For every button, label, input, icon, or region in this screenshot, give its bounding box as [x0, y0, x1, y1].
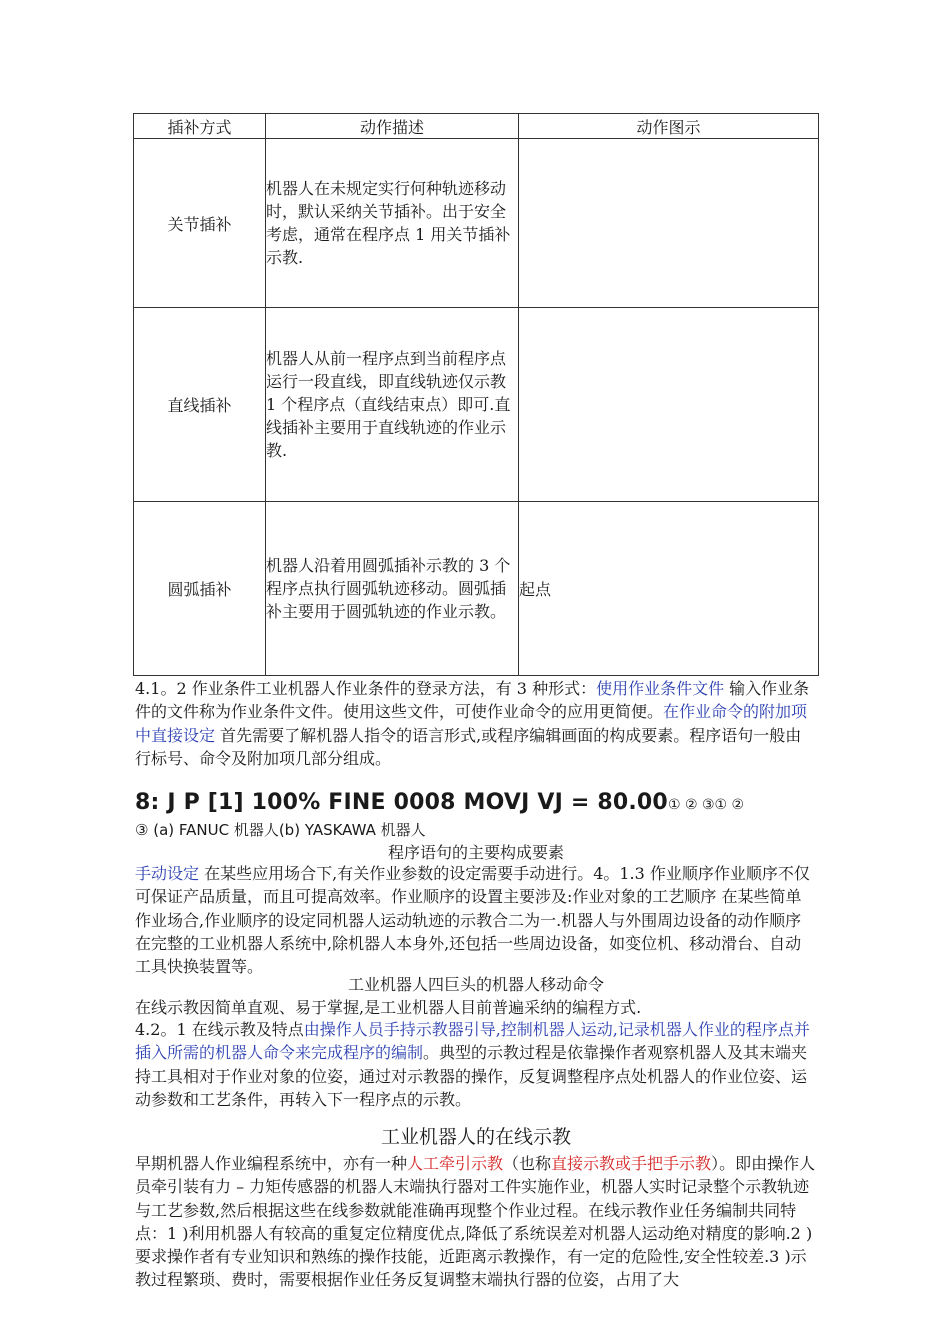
highlight-text: 由操作人员手持示教器引导,控制机器人运动,记录机器人作业的程序点并插入所需的机器人命令来完成程序的编制	[135, 1020, 810, 1063]
highlight-text: 直接示教或手把手示教	[551, 1154, 712, 1173]
highlight-text: 使用作业条件文件	[596, 679, 725, 698]
figure-caption-line: ③ (a) FANUC 机器人(b) YASKAWA 机器人	[135, 821, 426, 839]
paragraph-manual-teaching	[135, 1152, 817, 1292]
figure-caption-title: 程序语句的主要构成要素	[387, 843, 564, 862]
description-cell: 机器人从前一程序点到当前程序点运行一段直线，即直线轨迹仅示教 1 个程序点（直线结束点）即可.直线插补主要用于直线轨迹的作业示教.	[266, 308, 519, 502]
interpolation-table	[133, 113, 819, 676]
text-run: 首先需要了解机器人指令的语言形式,或程序编辑画面的构成要素。程序语句一般由行标号、命令及附加项几部分组成。	[135, 725, 802, 768]
figure-cell	[519, 139, 819, 308]
text-run: 在某些应用场合下,有关作业参数的设定需要手动进行。4。1.3 作业顺序作业顺序不仅可保证产品质量，而且可提高效率。作业顺序的设置主要涉及:作业对象的工艺顺序 在某些简单作业场合,作业顺序的设定同机器人运动轨迹的示教合二为一.机器人与外围周边设备的动作顺序 在完整的工业机器人系统中,除机器人本身外,还包括一些周边设备，如变位机、移动滑台、自动工具快换装置等。	[135, 864, 810, 977]
program-statement-line	[135, 790, 744, 815]
method-cell: 直线插补	[134, 308, 266, 502]
section-heading: 工业机器人四巨头的机器人移动命令	[347, 975, 604, 994]
text-run: 早期机器人作业编程系统中，亦有一种	[135, 1154, 408, 1173]
callout-marks: ① ② ③① ②	[667, 797, 745, 813]
description-cell: 机器人沿着用圆弧插补示教的 3 个程序点执行圆弧轨迹移动。圆弧插补主要用于圆弧轨迹的作业示教。	[266, 502, 519, 676]
highlight-text: 人工牵引示教	[407, 1154, 504, 1173]
header-method: 插补方式	[134, 114, 266, 139]
method-cell: 关节插补	[134, 139, 266, 308]
text-run: 4.2。1 在线示教及特点	[135, 1020, 304, 1039]
paragraph-work-sequence	[135, 862, 817, 978]
text-run: ）。即由操作人员牵引装有力 – 力矩传感器的机器人末端执行器对工件实施作业，机器人实时记录整个示教轨迹与工艺参数,然后根据这些在线参数就能准确再现整个作业过程。在线示教作业任务编制共同特点：1 )利用机器人有较高的重复定位精度优点,降低了系统误差对机器人运动绝对精度的影响.2 )要求操作者有专业知识和熟练的操作技能，近距离示教操作，有一定的危险性,安全性较差.3 )示教过程繁琐、费时，需要根据作业任务反复调整末端执行器的位姿，占用了大	[135, 1154, 816, 1290]
figure-cell: 起点	[519, 502, 819, 676]
text-run: 。典型的示教过程是依靠操作者观察机器人及其末端夹持工具相对于作业对象的位姿，通过对示教器的操作，反复调整程序点处机器人的作业位姿、运动参数和工艺条件，再转入下一程序点的示教。	[135, 1043, 808, 1109]
figure-cell	[519, 308, 819, 502]
table-header-row	[134, 114, 819, 139]
highlight-text: 在作业命令的附加项中直接设定	[135, 702, 808, 745]
text-run: 输入作业条件的文件称为作业条件文件。使用这些文件，可使作业命令的应用更简便。	[135, 679, 810, 722]
highlight-text: 手动设定	[135, 864, 200, 883]
table-row	[134, 139, 819, 308]
section-heading: 工业机器人的在线示教	[380, 1126, 571, 1148]
table-row	[134, 502, 819, 676]
header-figure: 动作图示	[519, 114, 819, 139]
paragraph-work-conditions	[135, 677, 817, 770]
method-cell: 圆弧插补	[134, 502, 266, 676]
paragraph-teaching-features	[135, 1018, 817, 1111]
table-row	[134, 308, 819, 502]
header-description: 动作描述	[266, 114, 519, 139]
program-statement: 8: J P [1] 100% FINE 0008 MOVJ VJ = 80.00	[135, 790, 668, 815]
text-run: 4.1。2 作业条件工业机器人作业条件的登录方法，有 3 种形式：	[135, 679, 597, 698]
text-run: （也称	[503, 1154, 552, 1173]
paragraph-online-teaching: 在线示教因简单直观、易于掌握,是工业机器人目前普遍采纳的编程方式.	[135, 998, 642, 1017]
description-cell: 机器人在未规定实行何种轨迹移动时，默认采纳关节插补。出于安全考虑，通常在程序点 1 用关节插补示教.	[266, 139, 519, 308]
